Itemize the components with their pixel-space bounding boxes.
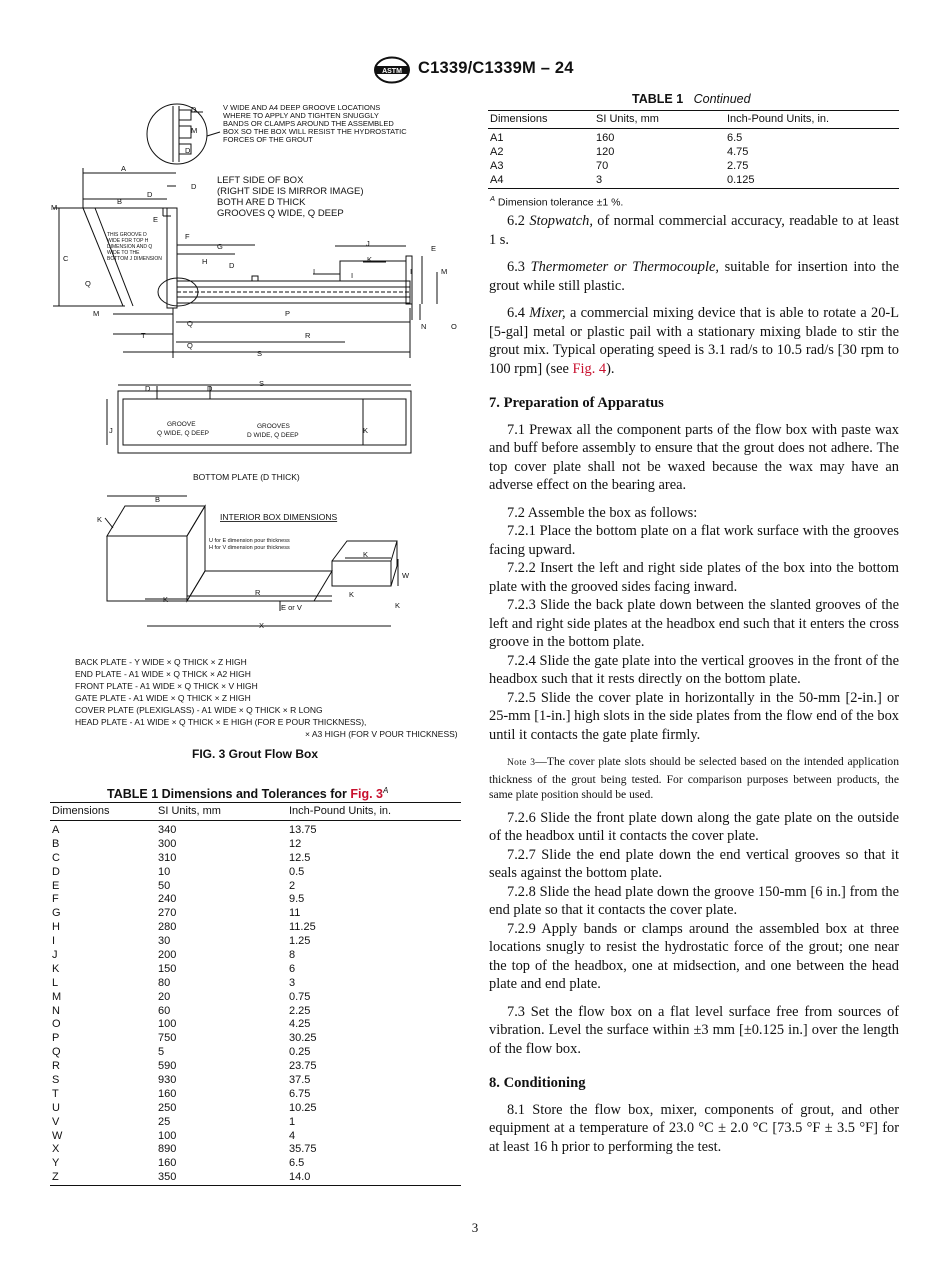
table-cell: R xyxy=(52,1060,60,1073)
para-text: a commercial mixing device that is able to rotate a 20-L [5-gal] metal or plastic pail with a stationary mixing blade to stir the grout mix. Typical operating speed is 3.1 rad/s to 10.5 rad/s [30 rpm to 100 rpm] (see xyxy=(489,305,899,377)
table-cell: 70 xyxy=(596,159,609,172)
plate-spec: BACK PLATE - Y WIDE × Q THICK × Z HIGH xyxy=(75,657,247,667)
table-row xyxy=(50,1060,461,1074)
table-cell: 2.75 xyxy=(727,159,749,172)
dim-label: D xyxy=(145,384,151,393)
dim-label: I xyxy=(351,271,354,280)
table-cell: 8 xyxy=(289,949,296,962)
grooves-label: D WIDE, Q DEEP xyxy=(247,432,299,439)
table-cell: 0.125 xyxy=(727,173,755,186)
table-cell: 37.5 xyxy=(289,1074,311,1087)
para-6-4 xyxy=(489,304,899,378)
table-cell: O xyxy=(52,1018,61,1031)
dim-label: I xyxy=(313,267,316,276)
table1c-title-text: TABLE 1 xyxy=(632,92,684,106)
continued-label: Continued xyxy=(693,92,751,106)
table-row xyxy=(50,1130,461,1144)
table-row xyxy=(50,935,461,949)
table-row xyxy=(50,1074,461,1088)
dim-label: P xyxy=(285,309,291,318)
dim-label: J xyxy=(109,426,113,435)
table-cell: 23.75 xyxy=(289,1060,317,1073)
table-cell: 250 xyxy=(158,1101,177,1114)
table-row xyxy=(50,838,461,852)
table-cell: D xyxy=(52,865,60,878)
table-row xyxy=(50,1102,461,1116)
section-8-heading: 8. Conditioning xyxy=(489,1075,586,1091)
table-cell: 100 xyxy=(158,1129,177,1142)
table-cell: 310 xyxy=(158,851,177,864)
para-7-2: 7.2 Assemble the box as follows: xyxy=(507,504,698,521)
table-cell: E xyxy=(52,879,60,892)
table1c-header xyxy=(488,110,899,129)
table-row xyxy=(50,1088,461,1102)
para-7-2-2: 7.2.2 Insert the left and right side plates of the box into the bottom plate with the grooved sides facing inward. xyxy=(489,560,899,595)
e-or-v-label: E or V xyxy=(281,603,302,612)
table-cell: 12 xyxy=(289,837,302,850)
dim-label: H xyxy=(202,257,208,266)
dim-label: C xyxy=(63,254,69,263)
dim-label: Q xyxy=(187,341,193,350)
table-cell: 590 xyxy=(158,1060,177,1073)
dim-label: F xyxy=(185,232,190,241)
para-term: Thermometer or Thermocouple, xyxy=(530,259,719,275)
table-footnote xyxy=(490,194,623,209)
para-7-2-8: 7.2.8 Slide the head plate down the groove 150-mm [6 in.] from the end plate so that it contacts the cover plate. xyxy=(489,883,899,918)
table-row xyxy=(50,852,461,866)
table-cell: 50 xyxy=(158,879,171,892)
table-row xyxy=(488,132,899,146)
grooves-label: GROOVES xyxy=(257,423,290,430)
groove-note: WIDE TO THE xyxy=(107,250,140,256)
table-row xyxy=(50,893,461,907)
groove-note: THIS GROOVE D xyxy=(107,232,147,238)
dim-label: E xyxy=(431,244,437,253)
table-cell: I xyxy=(52,935,56,948)
document-designation: C1339/C1339M – 24 xyxy=(418,59,574,77)
table1-bottom-rule xyxy=(50,1185,461,1186)
table-cell: 14.0 xyxy=(289,1171,311,1184)
table-cell: 3 xyxy=(596,173,603,186)
table-cell: 13.75 xyxy=(289,824,317,836)
table-cell: F xyxy=(52,893,59,906)
table-row xyxy=(50,1143,461,1157)
table-row xyxy=(50,1171,461,1185)
dim-label: W xyxy=(402,571,410,580)
dim-label: I xyxy=(410,267,413,276)
table-cell: H xyxy=(52,921,60,934)
footnote-marker: A xyxy=(490,194,496,203)
table-cell: 2.25 xyxy=(289,1004,311,1017)
table-cell: 30 xyxy=(158,935,171,948)
table-cell: Z xyxy=(52,1171,59,1184)
column-header: SI Units, mm xyxy=(596,113,659,125)
table-cell: 4.75 xyxy=(727,145,749,158)
column-header: SI Units, mm xyxy=(158,805,221,817)
table-row xyxy=(50,1116,461,1130)
table-row xyxy=(50,907,461,921)
table-cell: 890 xyxy=(158,1143,177,1156)
table-cell: W xyxy=(52,1129,63,1142)
column-header: Dimensions xyxy=(490,113,548,125)
table1-continued xyxy=(488,110,899,189)
table-cell: Y xyxy=(52,1157,60,1170)
table-cell: 10.25 xyxy=(289,1101,317,1114)
para-number: 6.4 xyxy=(507,305,525,321)
table-cell: 6.5 xyxy=(727,132,743,144)
callout-line: BOX SO THE BOX WILL RESIST THE HYDROSTATIC xyxy=(223,127,407,136)
plate-spec: GATE PLATE - A1 WIDE × Q THICK × Z HIGH xyxy=(75,693,251,703)
plate-spec: FRONT PLATE - A1 WIDE × Q THICK × V HIGH xyxy=(75,681,258,691)
table-row xyxy=(50,963,461,977)
fig4-link[interactable]: Fig. 4 xyxy=(572,360,607,377)
dim-label: S xyxy=(257,349,263,358)
table-cell: 160 xyxy=(158,1087,177,1100)
left-side-note: LEFT SIDE OF BOX xyxy=(217,175,304,186)
dim-label: T xyxy=(141,331,146,340)
dim-label: X xyxy=(259,621,265,630)
para-7-2-7: 7.2.7 Slide the end plate down the end vertical grooves so that it seals against the bottom plate. xyxy=(489,846,899,881)
note-label: Note 3 xyxy=(507,758,536,768)
dim-label: M xyxy=(441,267,448,276)
note-text: —The cover plate slots should be selected based on the intended application thickness of the grout being tested. For comparison purposes between products, the same plate position should be used. xyxy=(489,755,899,801)
groove-label: GROOVE xyxy=(167,421,196,428)
table-cell: C xyxy=(52,851,60,864)
dim-label: D xyxy=(229,261,235,270)
table-cell: 4.25 xyxy=(289,1018,311,1031)
table-cell: 6.5 xyxy=(289,1157,305,1170)
dim-label: K xyxy=(163,595,169,604)
table-cell: U xyxy=(52,1101,60,1114)
dim-label: M xyxy=(51,203,58,212)
table-row xyxy=(488,160,899,174)
left-side-note: (RIGHT SIDE IS MIRROR IMAGE) xyxy=(217,186,364,197)
table-cell: A3 xyxy=(490,159,504,172)
dim-label: G xyxy=(217,242,223,251)
table-cell: 35.75 xyxy=(289,1143,317,1156)
table-cell: Q xyxy=(52,1046,61,1059)
table-cell: 930 xyxy=(158,1074,177,1087)
interior-note: H for V dimension pour thickness xyxy=(209,545,290,551)
para-number: 6.2 xyxy=(507,213,525,229)
table1c-bottom-rule xyxy=(488,188,899,189)
column-header: Inch-Pound Units, in. xyxy=(727,113,830,125)
table1-title xyxy=(107,786,388,801)
table-cell: 350 xyxy=(158,1171,177,1184)
plate-spec: COVER PLATE (PLEXIGLASS) - A1 WIDE × Q THICK × R LONG xyxy=(75,705,323,715)
table-cell: 3 xyxy=(289,976,296,989)
table-cell: 10 xyxy=(158,865,171,878)
table-row xyxy=(50,977,461,991)
dim-label: J xyxy=(366,239,370,248)
dim-label: D xyxy=(207,384,213,393)
callout-line: BANDS OR CLAMPS AROUND THE ASSEMBLED xyxy=(223,119,394,128)
table-cell: G xyxy=(52,907,61,920)
table-cell: 30.25 xyxy=(289,1032,317,1045)
table-row xyxy=(50,824,461,838)
table-cell: 4 xyxy=(289,1129,296,1142)
table-cell: A4 xyxy=(490,173,504,186)
table-cell: 20 xyxy=(158,990,171,1003)
table-cell: 1 xyxy=(289,1115,296,1128)
dim-label: Q xyxy=(85,279,91,288)
grout-flow-box-drawing xyxy=(45,96,465,746)
table1 xyxy=(50,802,461,1186)
dim-label: N xyxy=(421,322,427,331)
table-cell: 9.5 xyxy=(289,893,305,906)
table-cell: 750 xyxy=(158,1032,177,1045)
dim-label: K xyxy=(363,550,369,559)
para-6-3 xyxy=(489,258,899,295)
dim-label: M xyxy=(191,126,198,135)
table-row xyxy=(50,866,461,880)
table-cell: 0.75 xyxy=(289,990,311,1003)
plate-spec: × A3 HIGH (FOR V POUR THICKNESS) xyxy=(305,729,458,739)
groove-note: WIDE FOR TOP H xyxy=(107,238,149,244)
dim-label: Q xyxy=(187,319,193,328)
dim-label: D xyxy=(147,190,153,199)
table-cell: 160 xyxy=(596,132,615,144)
dim-label: M xyxy=(93,309,100,318)
dim-label: K xyxy=(97,515,103,524)
body-text xyxy=(489,212,899,1156)
table-cell: S xyxy=(52,1074,60,1087)
callout-line: V WIDE AND A4 DEEP GROOVE LOCATIONS xyxy=(223,103,381,112)
table-cell: 280 xyxy=(158,921,177,934)
table-cell: 11 xyxy=(289,907,301,920)
para-number: 6.3 xyxy=(507,259,525,275)
dim-label: E xyxy=(153,215,159,224)
section-7-heading: 7. Preparation of Apparatus xyxy=(489,395,664,411)
figure-3 xyxy=(45,96,465,746)
dim-label: K xyxy=(363,426,369,435)
callout-line: FORCES OF THE GROUT xyxy=(223,135,313,144)
bottom-plate-title: BOTTOM PLATE (D THICK) xyxy=(193,472,300,482)
table-cell: V xyxy=(52,1115,60,1128)
table-cell: 60 xyxy=(158,1004,171,1017)
table1c-body xyxy=(488,129,899,188)
table-cell: 300 xyxy=(158,837,177,850)
para-7-2-6: 7.2.6 Slide the front plate down along the gate plate on the outside of the headbox until it contacts the cover plate. xyxy=(489,809,899,844)
table-cell: 25 xyxy=(158,1115,171,1128)
interior-note: U for E dimension pour thickness xyxy=(209,538,290,544)
dim-label: B xyxy=(155,495,161,504)
column-header: Inch-Pound Units, in. xyxy=(289,805,392,817)
dim-label: K xyxy=(367,255,373,264)
plate-spec: END PLATE - A1 WIDE × Q THICK × A2 HIGH xyxy=(75,669,251,679)
dim-label: S xyxy=(259,379,265,388)
para-7-2-1: 7.2.1 Place the bottom plate on a flat work surface with the grooves facing upward. xyxy=(489,523,899,558)
table-cell: 2 xyxy=(289,879,296,892)
dim-label: D xyxy=(185,146,191,155)
para-8-1: 8.1 Store the flow box, mixer, components of grout, and other equipment at a temperature of 23.0 °C ± 2.0 °C [73.5 °F ± 3.5 °F] for at least 16 h prior to performing the test. xyxy=(489,1101,899,1155)
table1c-title xyxy=(632,92,751,106)
table-cell: T xyxy=(52,1087,59,1100)
table-row xyxy=(50,921,461,935)
table-cell: 0.5 xyxy=(289,865,305,878)
table-cell: 160 xyxy=(158,1157,177,1170)
table-cell: 270 xyxy=(158,907,177,920)
detail-circle xyxy=(147,104,207,164)
groove-label: Q WIDE, Q DEEP xyxy=(157,430,210,437)
dim-label: A xyxy=(121,164,127,173)
dim-label: O xyxy=(451,322,457,331)
table1-body xyxy=(50,821,461,1185)
para-6-2 xyxy=(489,212,899,249)
table1-header xyxy=(50,802,461,821)
left-side-note: GROOVES Q WIDE, Q DEEP xyxy=(217,208,344,219)
note-3 xyxy=(489,754,899,803)
table-cell: 0.25 xyxy=(289,1046,311,1059)
table-row xyxy=(50,1018,461,1032)
table-row xyxy=(488,174,899,188)
page-number: 3 xyxy=(471,1220,479,1235)
page-header xyxy=(0,56,950,84)
table-cell: K xyxy=(52,962,60,975)
para-7-2-9: 7.2.9 Apply bands or clamps around the assembled box at three locations snugly to resist the hydrostatic force of the grout; one near the top of the headbox, one at midsection, and one between the head plate and end plate. xyxy=(489,920,899,992)
table-cell: L xyxy=(52,976,59,989)
para-7-2-5: 7.2.5 Slide the cover plate in horizontally in the 50-mm [2-in.] or 25-mm [1-in.] high slots in the side plates from the flow end of the box until it contacts the gate plate firmly. xyxy=(489,689,899,743)
dim-label: R xyxy=(305,331,311,340)
table-row xyxy=(488,146,899,160)
para-text: ). xyxy=(606,360,615,377)
astm-logo xyxy=(372,56,412,84)
groove-note: DIMENSION AND Q xyxy=(107,244,153,250)
table-cell: 5 xyxy=(158,1046,165,1059)
dim-label: D xyxy=(191,182,197,191)
table-cell: M xyxy=(52,990,62,1003)
callout-line: WHERE TO APPLY AND TIGHTEN SNUGGLY xyxy=(223,111,379,120)
table-row xyxy=(50,1032,461,1046)
table-cell: A xyxy=(52,824,60,836)
left-side-note: BOTH ARE D THICK xyxy=(217,197,306,208)
para-7-2-4: 7.2.4 Slide the gate plate into the vertical grooves in the front of the headbox such that it rests directly on the bottom plate. xyxy=(489,652,899,687)
table-cell: B xyxy=(52,837,60,850)
table1-title-text: TABLE 1 Dimensions and Tolerances for xyxy=(107,787,351,802)
logo-text: ASTM xyxy=(382,68,402,75)
column-header: Dimensions xyxy=(52,805,110,817)
interior-title: INTERIOR BOX DIMENSIONS xyxy=(220,512,338,522)
table-cell: 200 xyxy=(158,949,177,962)
fig3-link[interactable]: Fig. 3 xyxy=(350,787,383,802)
table-cell: N xyxy=(52,1004,60,1017)
table-row xyxy=(50,949,461,963)
table-cell: 6.75 xyxy=(289,1087,311,1100)
table-cell: A1 xyxy=(490,132,504,144)
table-row xyxy=(50,880,461,894)
para-term: Stopwatch, xyxy=(529,213,593,229)
table-cell: 11.25 xyxy=(289,921,316,934)
table-cell: A2 xyxy=(490,145,504,158)
table-cell: 240 xyxy=(158,893,177,906)
dim-label: K xyxy=(395,601,401,610)
table-row xyxy=(50,1157,461,1171)
para-text: suitable for insertion into the grout while still plastic. xyxy=(489,259,899,294)
table-cell: X xyxy=(52,1143,60,1156)
table-cell: 100 xyxy=(158,1018,177,1031)
footnote-marker: A xyxy=(383,786,389,795)
table-cell: P xyxy=(52,1032,60,1045)
para-text: of normal commercial accuracy, readable to at least 1 s. xyxy=(489,213,899,248)
figure-caption: FIG. 3 Grout Flow Box xyxy=(192,747,318,761)
dim-label: D xyxy=(191,105,197,114)
para-7-3: 7.3 Set the flow box on a flat level surface free from sources of vibration. Level the surface within ±3 mm [±0.125 in.] over the length of the flow box. xyxy=(489,1003,899,1057)
table-cell: 80 xyxy=(158,976,171,989)
table-row xyxy=(50,1005,461,1019)
dim-label: R xyxy=(255,588,261,597)
groove-note: BOTTOM J DIMENSION xyxy=(107,256,162,262)
table-cell: 6 xyxy=(289,962,296,975)
table-cell: 1.25 xyxy=(289,935,311,948)
para-term: Mixer, xyxy=(529,305,566,321)
table-cell: 150 xyxy=(158,962,177,975)
footnote-text: Dimension tolerance ±1 %. xyxy=(495,196,624,209)
table-cell: 340 xyxy=(158,824,177,836)
dim-label: B xyxy=(117,197,123,206)
para-7-2-3: 7.2.3 Slide the back plate down between the slanted grooves of the left and right side plates at the headbox end such that it enters the cross groove in the bottom plate. xyxy=(489,597,899,650)
table-cell: J xyxy=(52,949,58,962)
table-cell: 120 xyxy=(596,145,615,158)
table-cell: 12.5 xyxy=(289,851,311,864)
plate-spec: HEAD PLATE - A1 WIDE × Q THICK × E HIGH (FOR E POUR THICKNESS), xyxy=(75,717,367,727)
table-row xyxy=(50,1046,461,1060)
table-row xyxy=(50,991,461,1005)
dim-label: K xyxy=(349,590,355,599)
para-7-1: 7.1 Prewax all the component parts of the flow box with paste wax and buff before assembly to ensure that the grout does not adhere. The top cover plate shall not be waxed because the wax may have an adverse effect on the bearing area. xyxy=(489,421,899,493)
